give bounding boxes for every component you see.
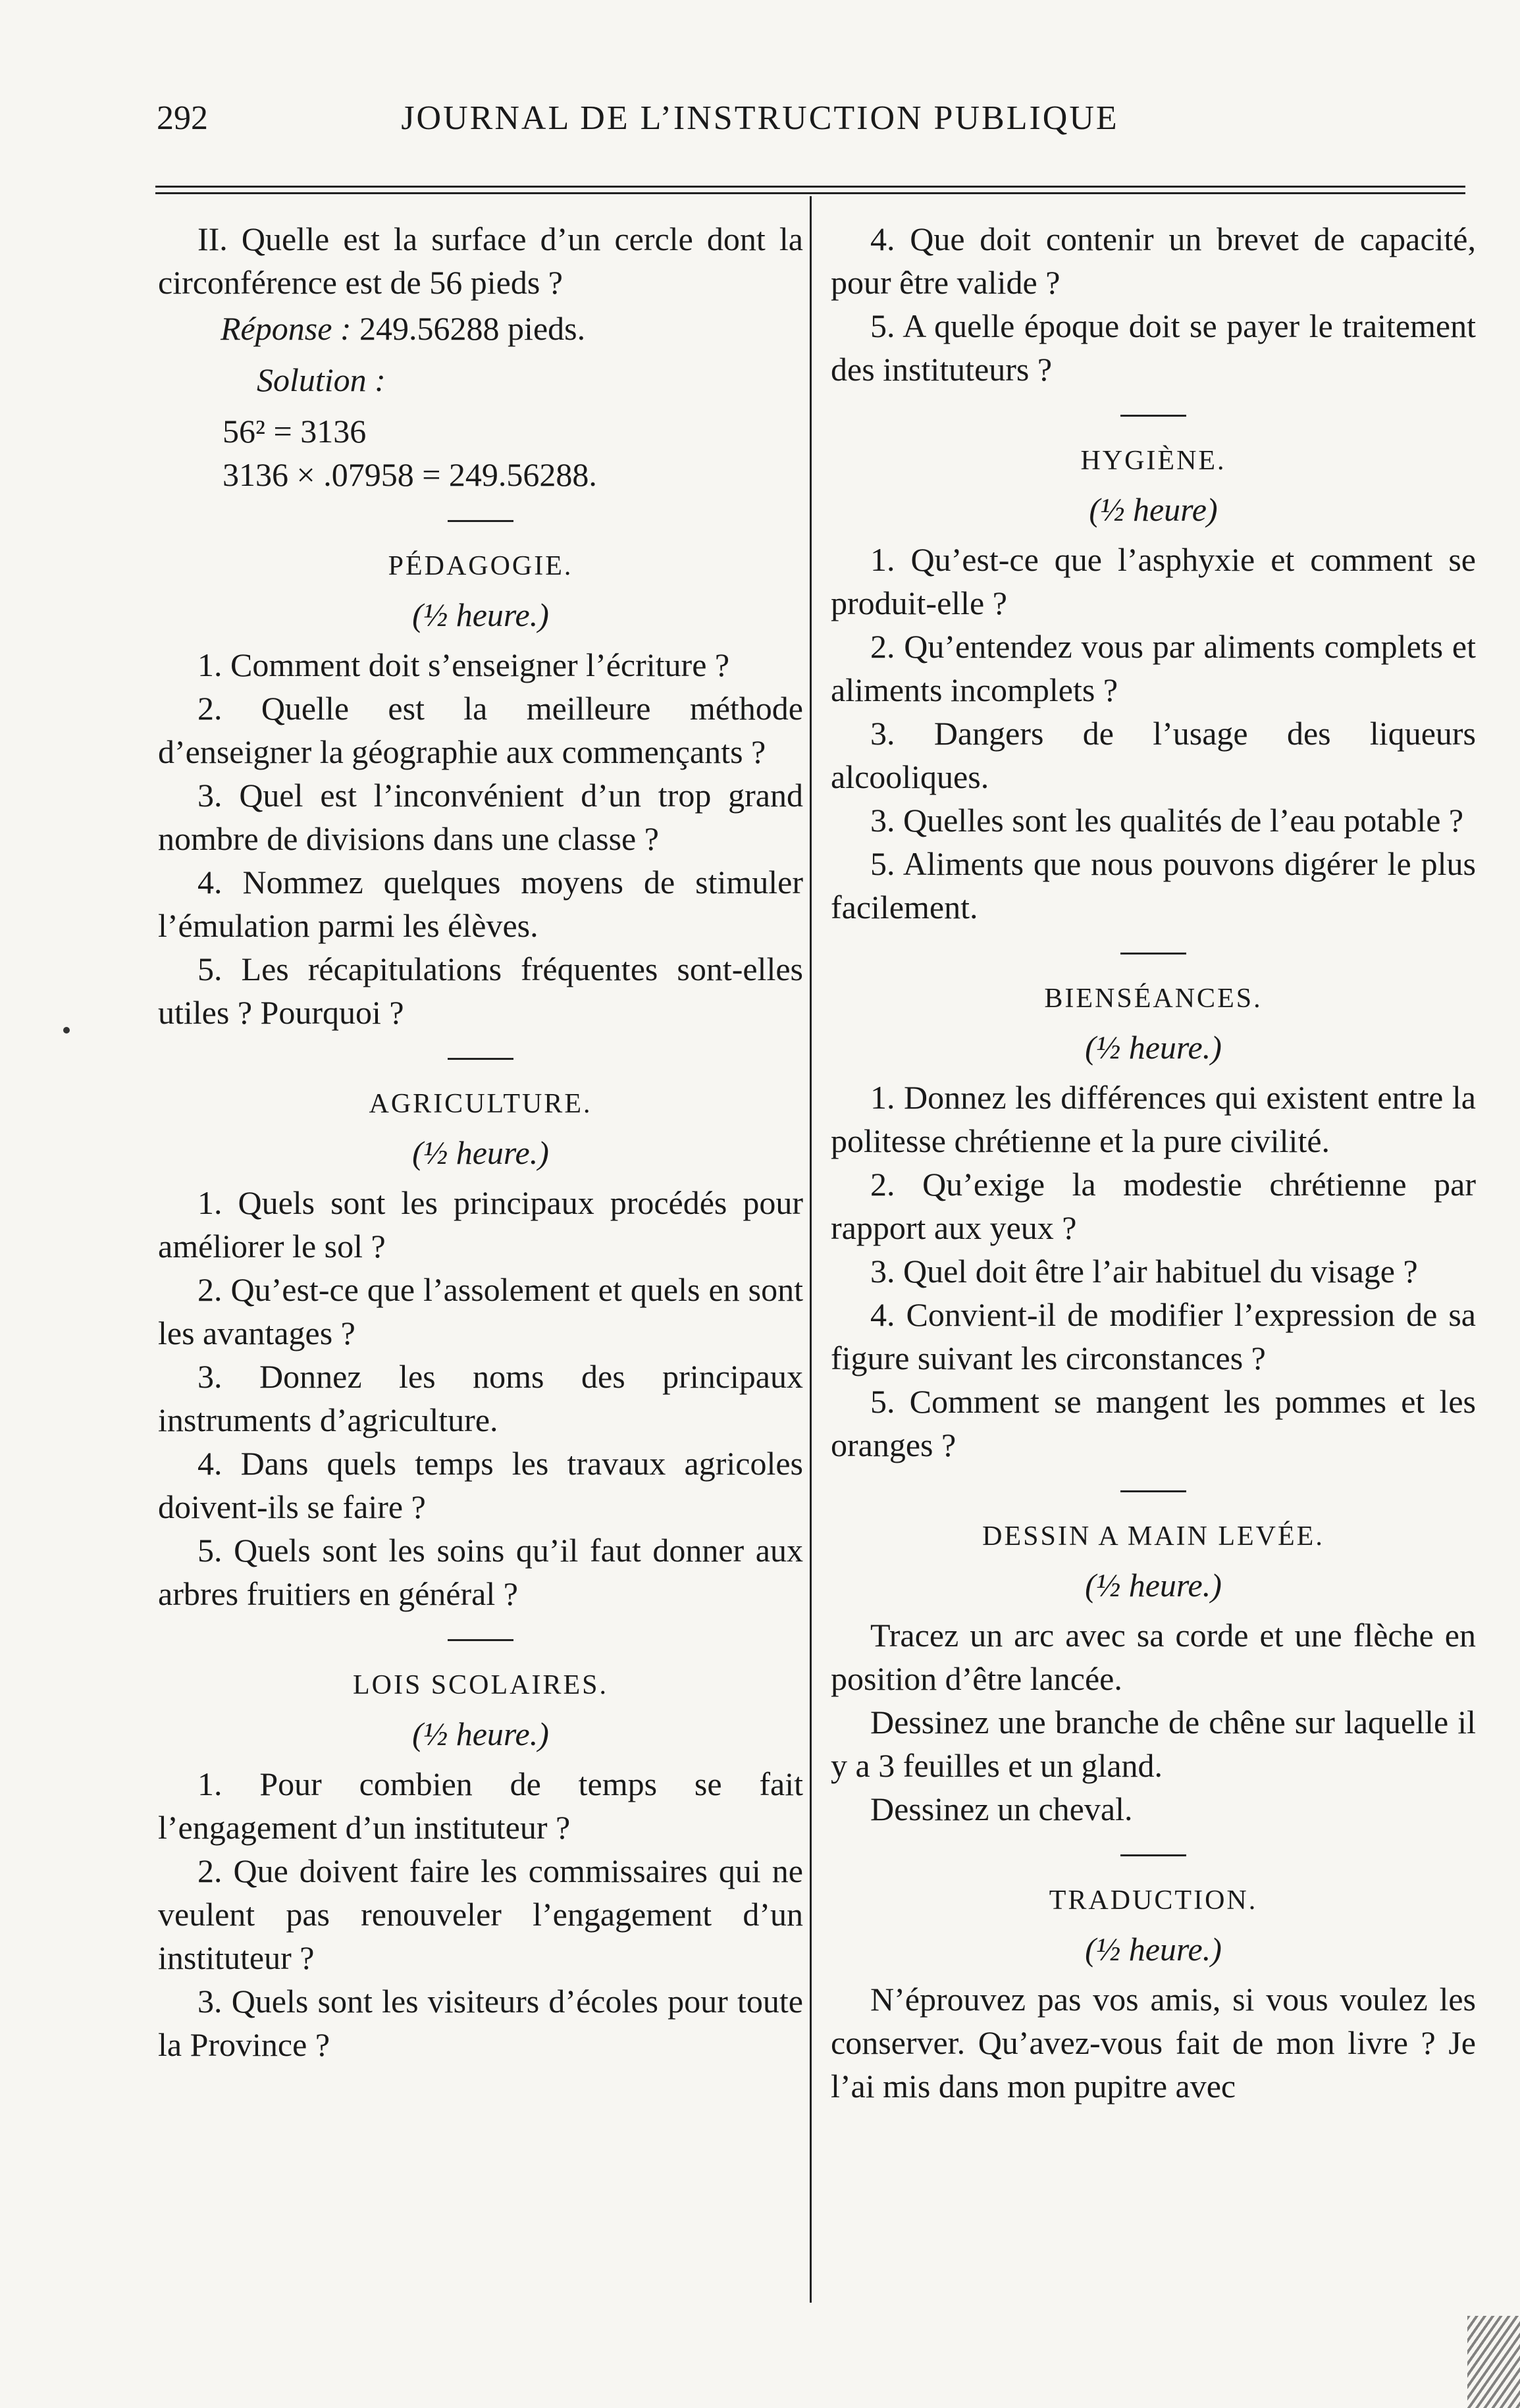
section-separator (1120, 1854, 1186, 1856)
question-item: 1. Pour combien de temps se fait l’engagement d’un instituteur ? (158, 1766, 803, 1846)
question-item: 4. Que doit contenir un brevet de capacité, pour être valide ? (831, 221, 1476, 301)
question-item: 2. Que doivent faire les commissaires qui ne veulent pas renouveler l’engagement d’un instituteur ? (158, 1852, 803, 1976)
answer-label: Réponse : (221, 310, 352, 347)
section-duration: (½ heure.) (412, 1715, 549, 1752)
section-duration: (½ heure) (1089, 491, 1218, 528)
question-item: 4. Dans quels temps les travaux agricoles doivent-ils se faire ? (158, 1445, 803, 1525)
question-item: 2. Qu’exige la modestie chrétienne par rapport aux yeux ? (831, 1166, 1476, 1246)
section-separator (448, 520, 513, 522)
question-item: 2. Qu’entendez vous par aliments complets et aliments incomplets ? (831, 628, 1476, 708)
section-heading-bienseances: BIENSÉANCES. (1044, 983, 1263, 1014)
section-heading-lois-scolaires: LOIS SCOLAIRES. (352, 1670, 609, 1700)
question-item: 3. Dangers de l’usage des liqueurs alcooliques. (831, 715, 1476, 795)
section-heading-traduction: TRADUCTION. (1049, 1885, 1258, 1916)
section-separator (1120, 953, 1186, 955)
running-header (0, 99, 1520, 158)
section-duration: (½ heure.) (412, 596, 549, 633)
answer-value: 249.56288 pieds. (359, 310, 586, 347)
question-item: 1. Donnez les différences qui existent entre la politesse chrétienne et la pure civilité. (831, 1079, 1476, 1159)
drawing-task: Tracez un arc avec sa corde et une flèche en position d’être lancée. (831, 1617, 1476, 1697)
section-duration: (½ heure.) (1085, 1029, 1222, 1066)
right-column (831, 217, 1476, 2108)
question-item: 5. Aliments que nous pouvons digérer le plus facilement. (831, 845, 1476, 926)
math-problem: II. Quelle est la surface d’un cercle dont la circonférence est de 56 pieds ? (158, 221, 803, 301)
header-rule-top (155, 186, 1465, 188)
question-item: 4. Convient-il de modifier l’expression de sa figure suivant les circonstances ? (831, 1296, 1476, 1376)
question-item: 5. Quels sont les soins qu’il faut donner aux arbres fruitiers en général ? (158, 1532, 803, 1612)
question-item: 2. Qu’est-ce que l’assolement et quels en sont les avantages ? (158, 1271, 803, 1351)
section-heading-hygiene: HYGIÈNE. (1080, 446, 1226, 476)
question-item: 3. Quels sont les visiteurs d’écoles pour toute la Province ? (158, 1983, 803, 2063)
section-heading-dessin: DESSIN A MAIN LEVÉE. (982, 1521, 1324, 1552)
question-item: 5. A quelle époque doit se payer le traitement des instituteurs ? (831, 307, 1476, 388)
drawing-task: Dessinez une branche de chêne sur laquelle il y a 3 feuilles et un gland. (831, 1704, 1476, 1784)
question-item: 3. Quel doit être l’air habituel du visage ? (870, 1253, 1418, 1290)
section-duration: (½ heure.) (1085, 1931, 1222, 1968)
question-item: 1. Qu’est-ce que l’asphyxie et comment se produit-elle ? (831, 541, 1476, 621)
left-column (158, 217, 803, 2066)
question-item: 4. Nommez quelques moyens de stimuler l’émulation parmi les élèves. (158, 864, 803, 944)
section-separator (448, 1058, 513, 1060)
section-separator (1120, 415, 1186, 417)
column-divider (810, 196, 812, 2303)
section-heading-pedagogie: PÉDAGOGIE. (388, 551, 573, 581)
section-separator (1120, 1490, 1186, 1492)
question-item: 5. Les récapitulations fréquentes sont-elles utiles ? Pourquoi ? (158, 951, 803, 1031)
question-item: 3. Quelles sont les qualités de l’eau potable ? (870, 802, 1464, 839)
drawing-task: Dessinez un cheval. (870, 1791, 1133, 1827)
question-item: 3. Donnez les noms des principaux instruments d’agriculture. (158, 1358, 803, 1438)
answer-line (158, 307, 803, 350)
section-heading-agriculture: AGRICULTURE. (369, 1089, 592, 1119)
solution-label: Solution : (257, 361, 386, 398)
question-item: 1. Quels sont les principaux procédés pour améliorer le sol ? (158, 1184, 803, 1265)
ink-speck (63, 1027, 70, 1034)
header-rule-bottom (155, 192, 1465, 194)
page-edge-shadow (1467, 2316, 1520, 2408)
page-number: 292 (157, 99, 208, 137)
question-item: 3. Quel est l’inconvénient d’un trop grand nombre de divisions dans une classe ? (158, 777, 803, 857)
math-line-2: 3136 × .07958 = 249.56288. (223, 456, 597, 493)
section-duration: (½ heure.) (412, 1134, 549, 1171)
question-item: 1. Comment doit s’enseigner l’écriture ? (197, 646, 730, 683)
section-separator (448, 1639, 513, 1641)
translation-text: N’éprouvez pas vos amis, si vous voulez les conserver. Qu’avez-vous fait de mon livre ? Je l’ai mis dans mon pupitre avec (831, 1981, 1476, 2105)
section-duration: (½ heure.) (1085, 1567, 1222, 1604)
math-line-1: 56² = 3136 (223, 413, 367, 450)
journal-title: JOURNAL DE L’INSTRUCTION PUBLIQUE (401, 99, 1119, 137)
question-item: 5. Comment se mangent les pommes et les oranges ? (831, 1383, 1476, 1463)
question-item: 2. Quelle est la meilleure méthode d’enseigner la géographie aux commençants ? (158, 690, 803, 770)
